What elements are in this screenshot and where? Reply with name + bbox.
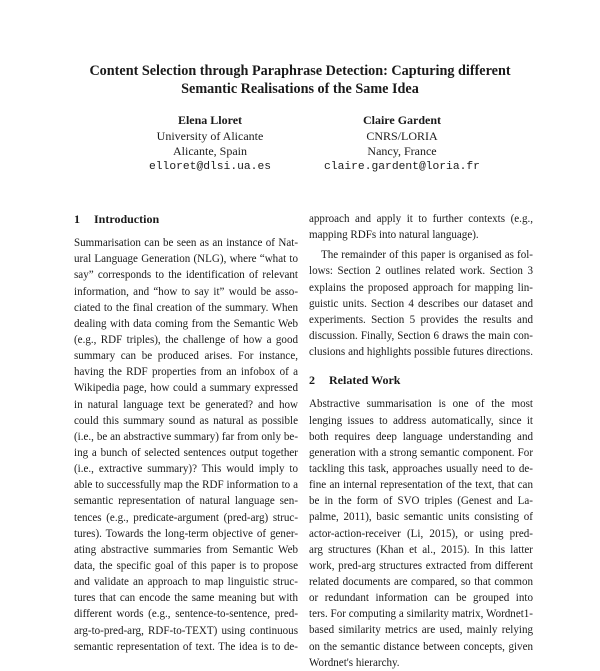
text-line: (i.e., extractive summary)? This would imply to — [74, 463, 298, 476]
text-line: lenging issues to address automatically, since it — [309, 414, 533, 427]
text-line: ing a bunch of selected sentences output together — [74, 446, 298, 459]
text-line: in natural language text be generated? and how — [74, 398, 298, 411]
text-line: discussion. Finally, Section 6 draws the main con- — [309, 329, 533, 342]
text-line: The remainder of this paper is organised as fol- — [321, 249, 533, 262]
text-line: experiments. Section 5 provides the results and — [309, 313, 533, 326]
text-line: could this summary sound as natural as possible — [74, 414, 298, 427]
text-line: (i.e., be an abstractive summary) far from only be- — [74, 430, 298, 443]
related-work-body — [309, 396, 533, 670]
text-line: fine an internal representation of the text, that can — [309, 479, 533, 492]
text-line: guistic units. Section 4 describes our dataset and — [309, 297, 533, 310]
title-line: Content Selection through Paraphrase Detection: Capturing different — [89, 63, 511, 79]
section-heading-related-work — [309, 372, 533, 388]
paper-title — [60, 62, 540, 98]
text-line: approach and apply it to further contexts (e.g., — [309, 213, 533, 225]
author-location: Alicante, Spain — [173, 144, 247, 158]
text-line: tures that can encode the same meaning but with — [74, 592, 298, 605]
author-name: Elena Lloret — [177, 113, 243, 127]
section-title: Introduction — [94, 212, 160, 226]
author-email: elloret@dlsi.ua.es — [148, 160, 272, 173]
text-line: ciated to the final creation of the summary. When — [74, 301, 298, 314]
text-line: information, and “how to say it” would be asso- — [74, 285, 298, 298]
text-line: on the semantic distance between concepts, given — [309, 640, 533, 653]
author-email: claire.gardent@loria.fr — [324, 160, 480, 173]
text-line: based similarity metrics are used, mainly relying — [309, 624, 533, 637]
text-line: palme, 2011), basic semantic units consisting of — [309, 511, 533, 524]
text-line: or redundant information can be grouped into — [309, 592, 533, 605]
author-name: Claire Gardent — [362, 113, 442, 127]
section-number: 1 — [74, 212, 80, 226]
text-line: arg structures (Khan et al., 2015). In this latter — [309, 543, 533, 556]
text-line: able to successfully map the RDF information to a — [74, 479, 298, 492]
text-line: tences (e.g., predicate-argument (pred-arg) struc- — [74, 511, 298, 524]
section-heading-introduction — [74, 211, 298, 227]
text-line: mapping RDFs into natural language). — [309, 229, 479, 242]
text-line: be in the form of SVO triples (Genest and La- — [309, 495, 533, 508]
author-location: Nancy, France — [367, 144, 437, 158]
section-title: Related Work — [329, 373, 401, 388]
section-number: 2 — [309, 373, 315, 388]
left-column — [74, 211, 298, 655]
text-line: semantic representation of natural language sen- — [74, 495, 298, 508]
title-line: Semantic Realisations of the Same Idea — [181, 81, 419, 97]
text-line: explains the proposed approach for mapping lin- — [309, 281, 533, 294]
text-line: ating abstractive summaries from Semantic Web — [74, 543, 298, 556]
text-line: lows: Section 2 outlines related work. Section 3 — [309, 265, 533, 278]
text-line: Abstractive summarisation is one of the most — [309, 398, 533, 411]
text-line: Wikipedia page, how could a summary expressed — [74, 382, 298, 395]
introduction-continuation — [309, 211, 533, 243]
text-line: say” corresponds to the identification of relevant — [74, 269, 298, 282]
text-line: summary can be produced arises. For instance, — [74, 350, 298, 363]
text-line: ural Language Generation (NLG), where “what to — [74, 253, 298, 266]
text-line: work, pred-arg structures extracted from different — [309, 559, 533, 572]
author-affiliation: CNRS/LORIA — [366, 128, 438, 143]
author-block — [282, 113, 522, 175]
text-line: related documents are compared, so that common — [309, 575, 533, 588]
author-affiliation: University of Alicante — [156, 128, 264, 143]
text-line: arg-to-pred-arg, RDF-to-TEXT) using continuous — [74, 624, 298, 637]
text-line: different words (e.g., sentence-to-sentence, pred- — [74, 608, 298, 621]
text-line: both requires deep language understanding and — [309, 430, 533, 443]
text-line: having the RDF properties from an infobox of a — [74, 366, 298, 379]
right-column — [309, 211, 533, 671]
outline-paragraph — [309, 247, 533, 360]
text-line: generation with a strong semantic component. For — [309, 446, 533, 459]
text-line: data, the specific goal of this paper is to propose — [74, 559, 298, 572]
text-line: actor-action-receiver (Li, 2015), or using pred- — [309, 527, 533, 540]
text-line: Wordnet's hierarchy. — [309, 656, 400, 669]
text-line: tackling this task, approaches usually need to de- — [309, 462, 533, 475]
text-line: and validate an approach to map linguistic struc- — [74, 576, 298, 589]
text-line: tures). Towards the long-term objective of gener- — [74, 527, 298, 540]
text-line: Summarisation can be seen as an instance of Nat- — [74, 237, 298, 250]
text-line: (e.g., RDF triples), the challenge of how a good — [74, 333, 298, 346]
text-line: ters. For computing a similarity matrix, Wordnet1- — [309, 608, 533, 621]
text-line: dealing with data coming from the Semantic Web — [74, 317, 298, 330]
introduction-body — [74, 235, 298, 655]
text-line: semantic representation of text. The idea is to de- — [74, 640, 298, 653]
text-line: clusions and highlights possible futures directions. — [309, 346, 533, 359]
